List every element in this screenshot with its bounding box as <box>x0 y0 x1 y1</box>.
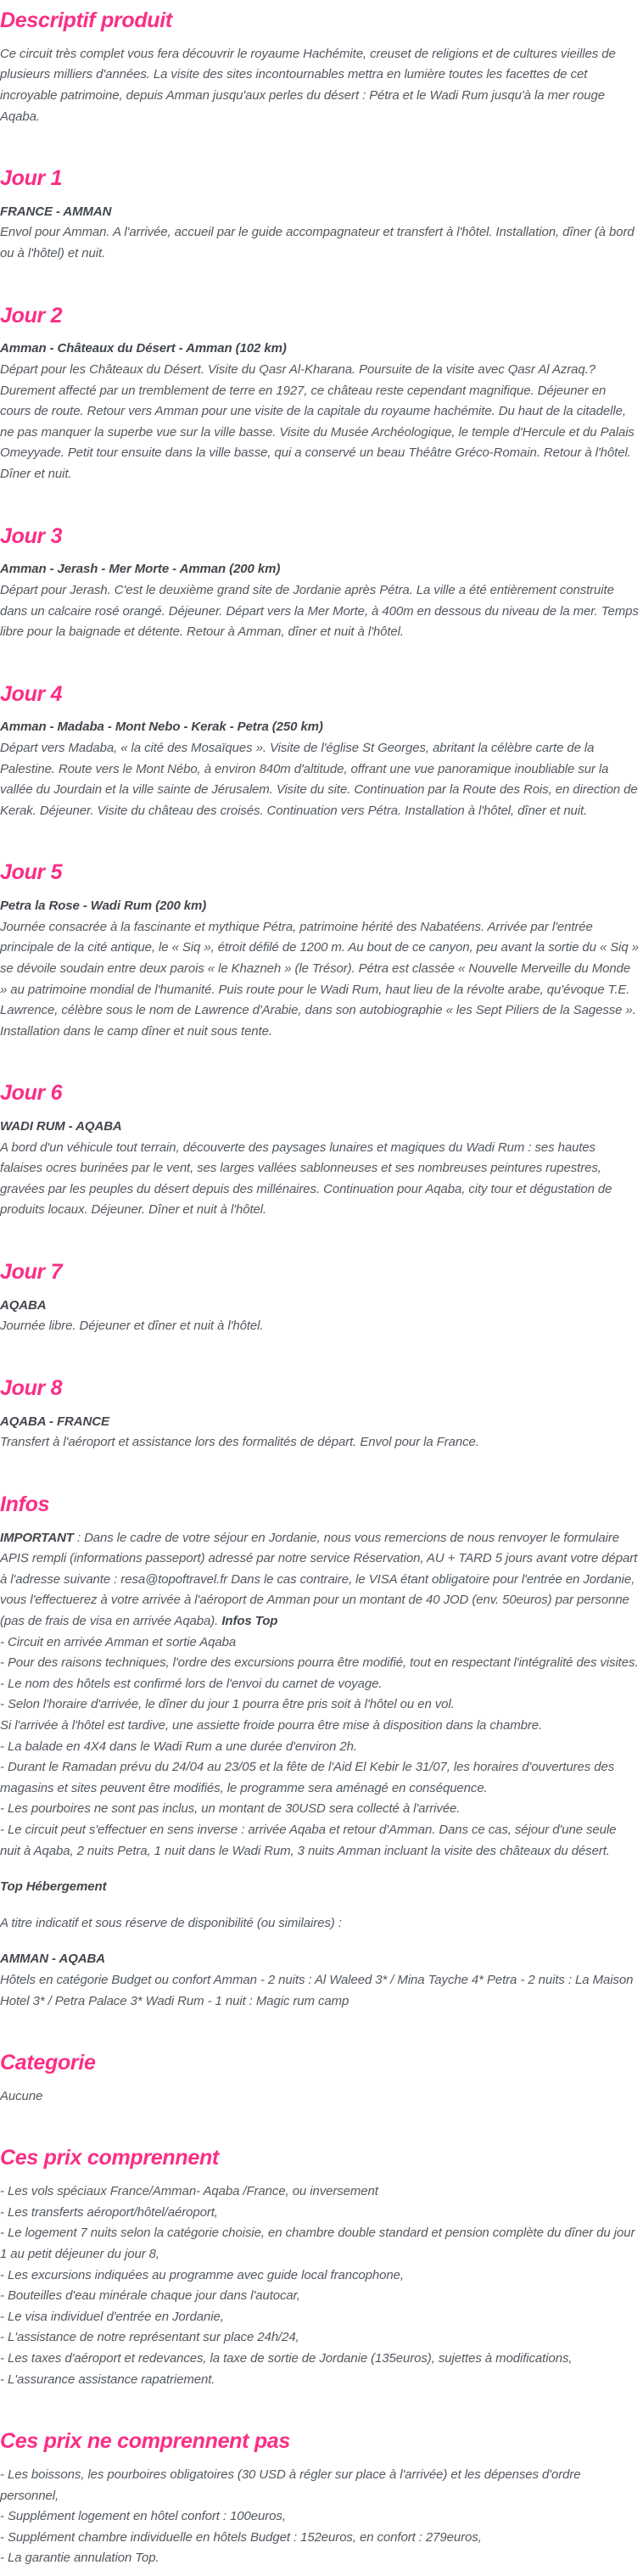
section-day-8 <box>0 1376 640 1453</box>
day-route: WADI RUM - AQABA <box>0 1119 122 1134</box>
day-title: Jour 2 <box>0 303 63 328</box>
prix-item: - Les boissons, les pourboires obligatoires (30 USD à régler sur place à l'arrivée) et les dépenses d'ordre personnel, <box>0 2467 581 2503</box>
day-title: Jour 1 <box>0 166 63 191</box>
prix-item: - Les taxes d'aéroport et redevances, la taxe de sortie de Jordanie (135euros), sujettes à modifications, <box>0 2350 573 2366</box>
infos-top-label: Infos Top <box>221 1614 278 1629</box>
section-descriptif <box>0 8 640 127</box>
prix-item: - La garantie annulation Top. <box>0 2551 159 2566</box>
intro-paragraph: Ce circuit très complet vous fera découvrir le royaume Hachémite, creuset de religions et de cultures vieilles de plusieurs milliers d'années. La visite des sites incontournables mettra en lumière toutes les facettes de cet incroyable patrimoine, depuis Amman jusqu'aux perles du désert : Pétra et le Wadi Rum jusqu'à la mer rouge Aqaba. <box>0 46 616 124</box>
day-description: Envol pour Amman. A l'arrivée, accueil par le guide accompagnateur et transfert à l'hôtel. Installation, dîner (à bord ou à l'hôtel) et nuit. <box>0 225 635 261</box>
section-day-4 <box>0 682 640 822</box>
day-title: Jour 3 <box>0 524 63 548</box>
section-day-5 <box>0 860 640 1042</box>
day-title: Jour 4 <box>0 681 63 706</box>
prix-item: - Les vols spéciaux France/Amman- Aqaba /France, ou inversement <box>0 2184 378 2199</box>
prix-comprennent-title: Ces prix comprennent <box>0 2146 219 2170</box>
hebergement-note: A titre indicatif et sous réserve de disponibilité (ou similaires) : <box>0 1915 342 1930</box>
section-day-6 <box>0 1081 640 1221</box>
categorie-value: Aucune <box>0 2088 43 2103</box>
prix-ne-comprennent-pas-title: Ces prix ne comprennent pas <box>0 2429 290 2454</box>
prix-item: - L'assurance assistance rapatriement. <box>0 2372 215 2387</box>
infos-important-paragraph <box>0 1528 640 1632</box>
infos-title: Infos <box>0 1492 50 1516</box>
day-description: Départ pour Jerash. C'est le deuxième grand site de Jordanie après Pétra. La ville a été entièrement construite dans un calcaire rosé orangé. Déjeuner. Départ vers la Mer Morte, à 400m en dessous du niveau de la mer. Temps libre pour la baignade et détente. Retour à Amman, dîner et nuit à l'hôtel. <box>0 582 639 640</box>
info-line: Si l'arrivée à l'hôtel est tardive, une assiette froide pourra être mise à disposition dans la chambre. <box>0 1718 543 1733</box>
section-day-2 <box>0 304 640 485</box>
section-infos <box>0 1492 640 2012</box>
section-prix-ne-comprennent-pas <box>0 2429 640 2569</box>
day-description: Départ vers Madaba, « la cité des Mosaïques ». Visite de l'église St Georges, abritant la célèbre carte de la Palestine. Route vers le Mont Nébo, à environ 840m d'altitude, offrant une vue panoramique inoubliable sur la vallée du Jourdain et la ville sainte de Jérusalem. Visite du site. Continuation par la Route des Rois, en direction de Kerak. Déjeuner. Visite du château des croisés. Continuation vers Pétra. Installation à l'hôtel, dîner et nuit. <box>0 741 638 818</box>
day-route: Amman - Jerash - Mer Morte - Amman (200 km) <box>0 562 281 577</box>
day-title: Jour 7 <box>0 1260 63 1285</box>
day-route: AQABA <box>0 1297 47 1313</box>
info-line: - Pour des raisons techniques, l'ordre des excursions pourra être modifié, tout en respectant l'intégralité des visites. <box>0 1655 639 1671</box>
hebergement-hotels: Hôtels en catégorie Budget ou confort Amman - 2 nuits : Al Waleed 3* / Mina Tayche 4* Petra - 2 nuits : La Maison Hotel 3* / Petra Palace 3* Wadi Rum - 1 nuit : Magic rum camp <box>0 1972 634 2008</box>
info-line: - Durant le Ramadan prévu du 24/04 au 23/05 et la fête de l'Aid El Kebir le 31/07, les horaires d'ouvertures des magasins et sites peuvent être modifiés, le programme sera aménagé en conséquence. <box>0 1760 615 1795</box>
day-title: Jour 6 <box>0 1081 63 1106</box>
info-line: - Selon l'horaire d'arrivée, le dîner du jour 1 pourra être pris soit à l'hôtel ou en vol. <box>0 1697 455 1712</box>
prix-item: - Les transferts aéroport/hôtel/aéroport, <box>0 2204 218 2220</box>
hebergement-title: Top Hébergement <box>0 1879 107 1895</box>
page-title: Descriptif produit <box>0 8 172 32</box>
hebergement-route: AMMAN - AQABA <box>0 1952 105 1967</box>
section-day-7 <box>0 1260 640 1337</box>
prix-item: - L'assistance de notre représentant sur place 24h/24, <box>0 2330 299 2345</box>
info-line: - Le nom des hôtels est confirmé lors de l'envoi du carnet de voyage. <box>0 1676 383 1691</box>
day-description: Journée libre. Déjeuner et dîner et nuit à l'hôtel. <box>0 1319 264 1334</box>
prix-item: - Le logement 7 nuits selon la catégorie choisie, en chambre double standard et pension complète du dîner du jour 1 au petit déjeuner du jour 8, <box>0 2226 635 2261</box>
day-route: Amman - Châteaux du Désert - Amman (102 km) <box>0 341 287 356</box>
day-route: FRANCE - AMMAN <box>0 204 112 219</box>
day-title: Jour 5 <box>0 860 63 885</box>
section-day-3 <box>0 524 640 643</box>
prix-item: - Le visa individuel d'entrée en Jordanie, <box>0 2309 224 2324</box>
important-body: : Dans le cadre de votre séjour en Jordanie, nous vous remercions de nous renvoyer le formulaire APIS rempli (informations passeport) adressé par notre service Réservation, AU + TARD 5 jours avant votre départ à l'adresse suivante : resa@topoftravel.fr Dans le cas contraire, le VISA étant obligatoire pour l'entrée en Jordanie, vous l'effectuerez à votre arrivée à l'aéroport de Amman pour un montant de 40 JOD (env. 50euros) par personne (pas de frais de visa en arrivée Aqaba). <box>0 1530 638 1629</box>
important-label: IMPORTANT <box>0 1530 74 1545</box>
section-prix-comprennent <box>0 2146 640 2390</box>
day-route: AQABA - FRANCE <box>0 1414 109 1429</box>
day-description: Journée consacrée à la fascinante et mythique Pétra, patrimoine hérité des Nabatéens. Arrivée par l'entrée principale de la cité antique, le « Siq », étroit défilé de 1200 m. Au bout de ce canyon, peu avant la sortie du « Siq » se dévoile soudain entre deux parois « le Khazneh » (le Trésor). Pétra est classée « Nouvelle Merveille du Monde » au patrimoine mondial de l'humanité. Puis route pour le Wadi Rum, haut lieu de la révolte arabe, qu'évoque T.E. Lawrence, célèbre sous le nom de Lawrence d'Arabie, dans son autobiographie « les Sept Piliers de la Sagesse ». Installation dans le camp dîner et nuit sous tente. <box>0 919 639 1039</box>
categorie-title: Categorie <box>0 2051 96 2075</box>
info-line: - La balade en 4X4 dans le Wadi Rum a une durée d'environ 2h. <box>0 1739 357 1754</box>
info-line: - Les pourboires ne sont pas inclus, un montant de 30USD sera collecté à l'arrivée. <box>0 1801 461 1817</box>
day-description: A bord d'un véhicule tout terrain, découverte des paysages lunaires et magiques du Wadi Rum : ses hautes falaises ocres burinées par le vent, ses larges vallées sablonneuses et ses nombreuses peintures rupestres, gravées par les peuples du désert depuis des millénaires. Continuation pour Aqaba, city tour et dégustation de produits locaux. Déjeuner. Dîner et nuit à l'hôtel. <box>0 1140 612 1218</box>
prix-item: - Supplément chambre individuelle en hôtels Budget : 152euros, en confort : 279euros, <box>0 2529 482 2545</box>
section-categorie <box>0 2051 640 2107</box>
day-description: Départ pour les Châteaux du Désert. Visite du Qasr Al-Kharana. Poursuite de la visite avec Qasr Al Azraq.?Durement affecté par un tremblement de terre en 1927, ce château reste cependant magnifique. Déjeuner en cours de route. Retour vers Amman pour une visite de la capitale du royaume hachémite. Du haut de la citadelle, ne pas manquer la superbe vue sur la ville basse. Visite du Musée Archéologique, le temple d'Hercule et du Palais Omeyyade. Petit tour ensuite dans la ville basse, qui a conservé un beau Théâtre Gréco-Romain. Retour à l'hôtel. Dîner et nuit. <box>0 362 635 481</box>
prix-item: - Bouteilles d'eau minérale chaque jour dans l'autocar, <box>0 2288 300 2304</box>
info-line: - Le circuit peut s'effectuer en sens inverse : arrivée Aqaba et retour d'Amman. Dans ce cas, séjour d'une seule nuit à Aqaba, 2 nuits Petra, 1 nuit dans le Wadi Rum, 3 nuits Amman incluant la visite des châteaux du désert. <box>0 1822 617 1858</box>
prix-item: - Les excursions indiquées au programme avec guide local francophone, <box>0 2267 404 2282</box>
prix-item: - Supplément logement en hôtel confort : 100euros, <box>0 2509 286 2524</box>
section-day-1 <box>0 166 640 265</box>
day-description: Transfert à l'aéroport et assistance lors des formalités de départ. Envol pour la France. <box>0 1435 479 1450</box>
day-route: Amman - Madaba - Mont Nebo - Kerak - Petra (250 km) <box>0 720 323 735</box>
day-title: Jour 8 <box>0 1375 63 1400</box>
info-line: - Circuit en arrivée Amman et sortie Aqaba <box>0 1634 237 1649</box>
day-route: Petra la Rose - Wadi Rum (200 km) <box>0 899 207 914</box>
